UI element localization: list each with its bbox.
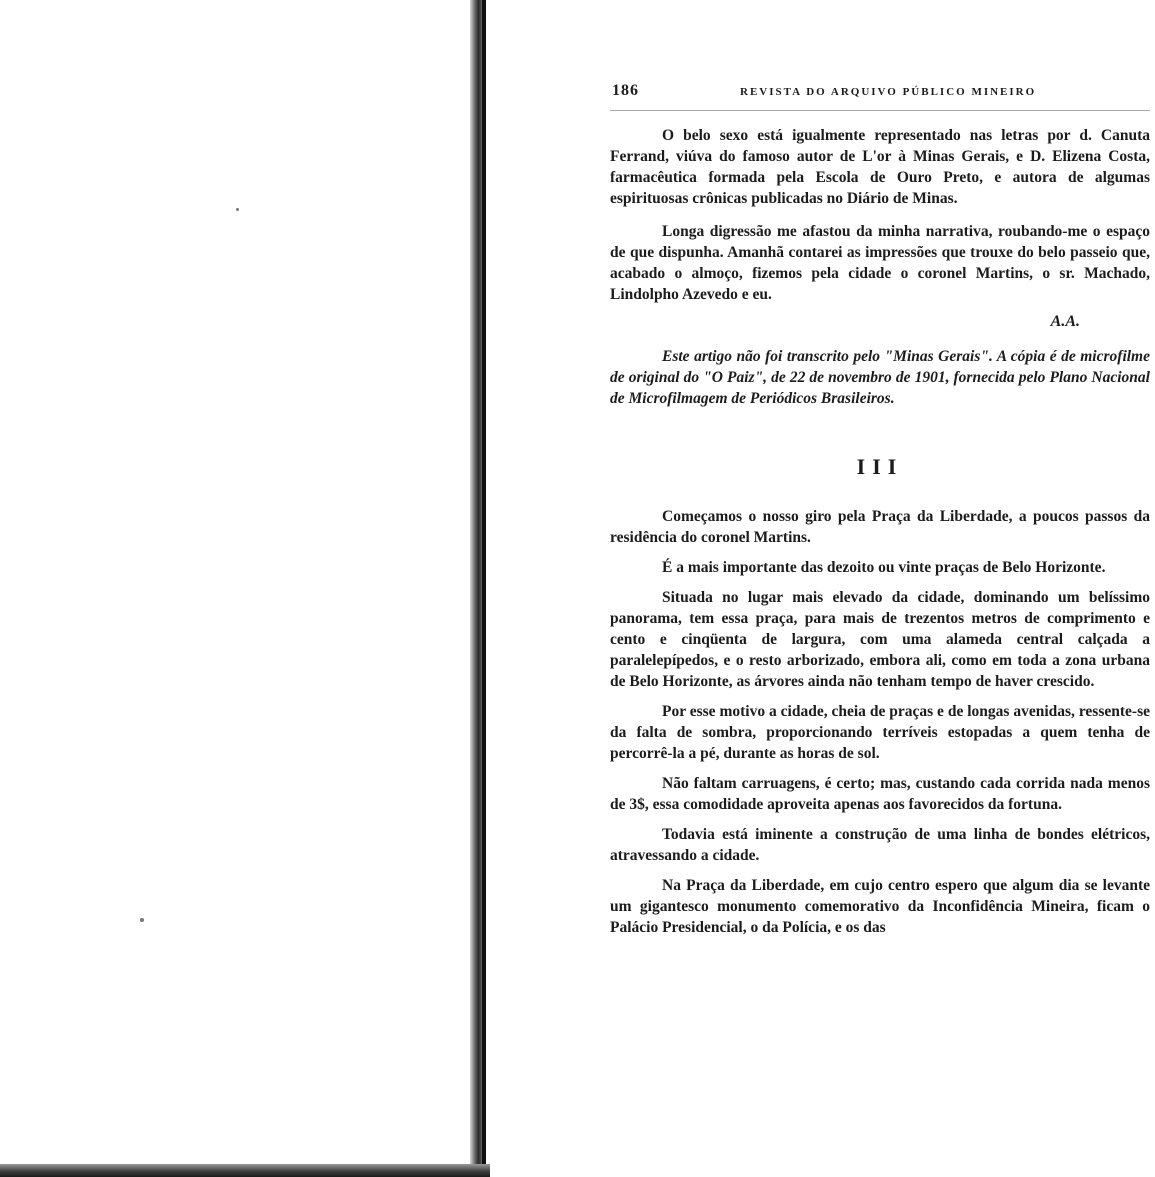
paragraph: Longa digressão me afastou da minha narrativa, roubando-me o espaço de que dispunha. Amanhã contarei as impressões que trouxe do belo passeio que, acabado o almoço, fizemos pela cidade o coronel Martins, o sr. Machado, Lindolpho Azevedo e eu. [610,223,1150,303]
left-blank-page [0,0,470,1164]
running-head: REVISTA DO ARQUIVO PÚBLICO MINEIRO [740,86,1037,98]
paragraph: Começamos o nosso giro pela Praça da Liberdade, a poucos passos da residência do coronel Martins. [610,508,1150,546]
page-header [610,82,1150,111]
paragraph: Todavia está iminente a construção de uma linha de bondes elétricos, atravessando a cidade. [610,826,1150,864]
paragraph: Na Praça da Liberdade, em cujo centro espero que algum dia se levante um gigantesco monumento comemorativo da Inconfidência Mineira, ficam o Palácio Presidencial, o da Polícia, e os das [610,877,1150,936]
speck [140,918,144,922]
spine-shadow [482,0,486,1177]
paragraph: É a mais importante das dezoito ou vinte praças de Belo Horizonte. [662,559,1106,576]
section-heading: III [856,454,904,479]
page-number: 186 [612,82,639,99]
speck [236,208,239,211]
paragraph: Por esse motivo a cidade, cheia de praças e de longas avenidas, ressente-se da falta de sombra, proporcionando terríveis estopadas a quem tenha de percorrê-la a pé, durante as horas de sol. [610,703,1150,762]
editorial-note: Este artigo não foi transcrito pelo "Minas Gerais". A cópia é de microfilme de original do "O Paiz", de 22 de novembro de 1901, fornecida pelo Plano Nacional de Microfilmagem de Periódicos Brasileiros. [610,348,1150,407]
paragraph: Situada no lugar mais elevado da cidade, dominando um belíssimo panorama, tem essa praça, para mais de trezentos metros de comprimento e cento e cinqüenta de largura, com uma alameda central calçada a paralelepípedos, e o resto arborizado, embora ali, como em toda a zona urbana de Belo Horizonte, as árvores ainda não tenham tempo de haver crescido. [610,589,1150,690]
page-edge-shadow [0,1164,490,1177]
text-page [610,82,1150,938]
paragraph: Não faltam carruagens, é certo; mas, custando cada corrida nada menos de 3$, essa comodidade aproveita apenas aos favorecidos da fortuna. [610,775,1150,813]
paragraph: O belo sexo está igualmente representado nas letras por d. Canuta Ferrand, viúva do famoso autor de L'or à Minas Gerais, e D. Elizena Costa, farmacêutica formada pela Escola de Ouro Preto, e autora de algumas espirituosas crônicas publicadas no Diário de Minas. [610,127,1150,207]
signature: A.A. [1050,313,1080,330]
